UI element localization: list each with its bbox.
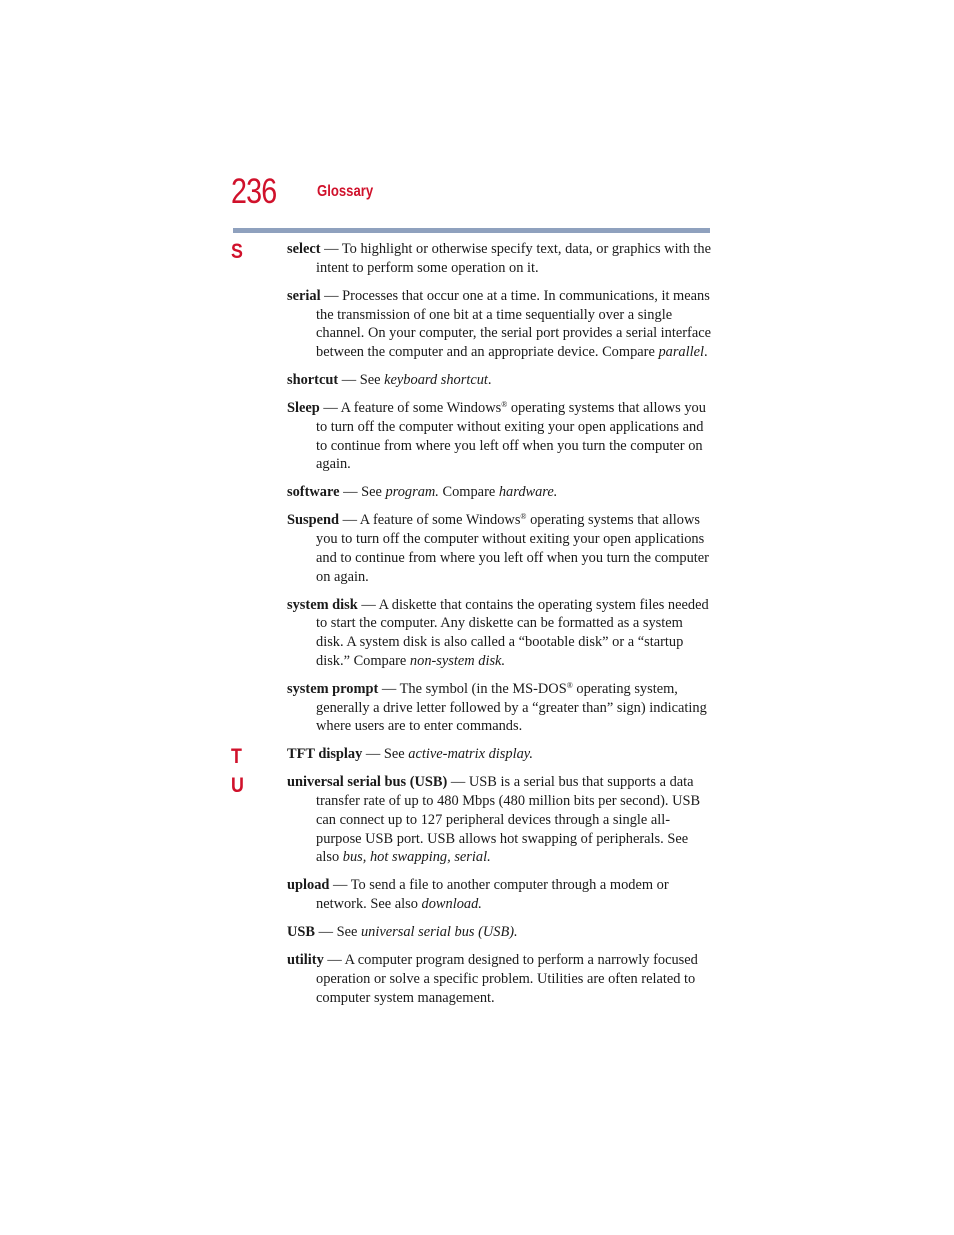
term: select <box>287 241 321 257</box>
definition-end: . <box>487 372 492 388</box>
definition-continued: operating systems that allows you to turn off the computer without exiting your open applications and to continue from where you left off when you turn the computer on again. <box>316 512 709 585</box>
glossary-entry-sleep <box>287 399 711 474</box>
definition: — To send a file to another computer through a modem or network. See also <box>316 877 669 912</box>
definition-continued: operating systems that allows you to turn off the computer without exiting your open applications and to continue from where you left off when you turn the computer on again. <box>316 400 706 473</box>
registered-mark: ® <box>501 400 508 410</box>
glossary-entry-system-disk <box>287 596 711 671</box>
registered-mark: ® <box>520 512 527 522</box>
cross-reference: non-system disk. <box>409 652 506 669</box>
page-number: 236 <box>231 172 277 211</box>
term: Sleep <box>287 400 320 417</box>
term: utility <box>287 952 324 969</box>
header-rule <box>233 228 710 233</box>
section-title: Glossary <box>317 183 374 200</box>
cross-reference: universal serial bus (USB). <box>360 924 518 941</box>
term: system disk <box>287 596 358 613</box>
term: upload <box>287 877 330 894</box>
glossary-entry-usb <box>287 923 711 942</box>
cross-reference: parallel <box>658 343 705 360</box>
letter-heading-s: S <box>231 240 243 263</box>
definition: — A feature of some Windows <box>339 512 521 529</box>
definition: — Processes that occur one at a time. In communications, it means the transmission of one bit at a time sequentially over a single channel. On your computer, the serial port provides a serial interface between the computer and an appropriate device. Compare <box>316 287 712 360</box>
glossary-entry-shortcut <box>287 371 711 390</box>
term: USB <box>287 924 315 941</box>
definition: — See <box>315 924 361 941</box>
definition-mid: Compare <box>438 484 499 501</box>
definition: — To highlight or otherwise specify text, data, or graphics with the intent to perform some operation on it. <box>316 241 711 276</box>
glossary-entry-select <box>287 240 711 277</box>
glossary-entry-universal-serial-bus <box>287 773 711 867</box>
glossary-entry-suspend <box>287 511 711 586</box>
cross-reference: bus, hot swapping, serial. <box>342 849 491 866</box>
letter-heading-t: T <box>231 745 242 768</box>
term: system prompt <box>287 680 379 697</box>
glossary-entry-system-prompt <box>287 680 711 736</box>
glossary-entries <box>287 240 711 1017</box>
definition: — A computer program designed to perform a narrowly focused operation or solve a specific problem. Utilities are often related to computer system management. <box>316 952 698 1006</box>
term: shortcut <box>287 372 339 388</box>
cross-reference: download. <box>421 896 482 912</box>
definition: — A diskette that contains the operating system files needed to start the computer. Any diskette can be formatted as a system disk. A system disk is also called a “bootable disk” or a “startup disk.” Compare <box>316 596 709 669</box>
term: serial <box>287 287 321 304</box>
term: software <box>287 484 340 501</box>
registered-mark: ® <box>566 680 573 690</box>
glossary-entry-upload <box>287 876 711 913</box>
definition: — The symbol (in the MS-DOS <box>378 680 567 697</box>
term: Suspend <box>287 512 340 529</box>
term: TFT display <box>287 746 363 763</box>
glossary-entry-serial <box>287 287 711 362</box>
cross-reference: keyboard shortcut <box>384 372 488 388</box>
definition-continued: operating system, generally a drive letter followed by a “greater than” sign) indicating where users are to enter commands. <box>316 680 707 735</box>
definition-end: . <box>704 343 708 360</box>
definition: — See <box>339 484 386 501</box>
cross-reference: active-matrix display. <box>408 746 533 763</box>
letter-heading-u: U <box>231 774 244 797</box>
glossary-entry-software <box>287 483 711 502</box>
definition: — A feature of some Windows <box>319 400 502 417</box>
term: universal serial bus (USB) <box>287 774 448 791</box>
cross-reference-compare: hardware. <box>498 484 558 501</box>
definition: — See <box>362 746 409 763</box>
glossary-entry-utility <box>287 951 711 1007</box>
glossary-entry-tft-display <box>287 745 711 764</box>
definition: — USB is a serial bus that supports a data transfer rate of up to 480 Mbps (480 million bits per second). USB can connect up to 127 peripheral devices through a single all-purpose USB port. USB allows hot swapping of peripherals. See also <box>316 774 701 866</box>
cross-reference: program. <box>385 484 439 501</box>
definition: — See <box>338 372 385 388</box>
